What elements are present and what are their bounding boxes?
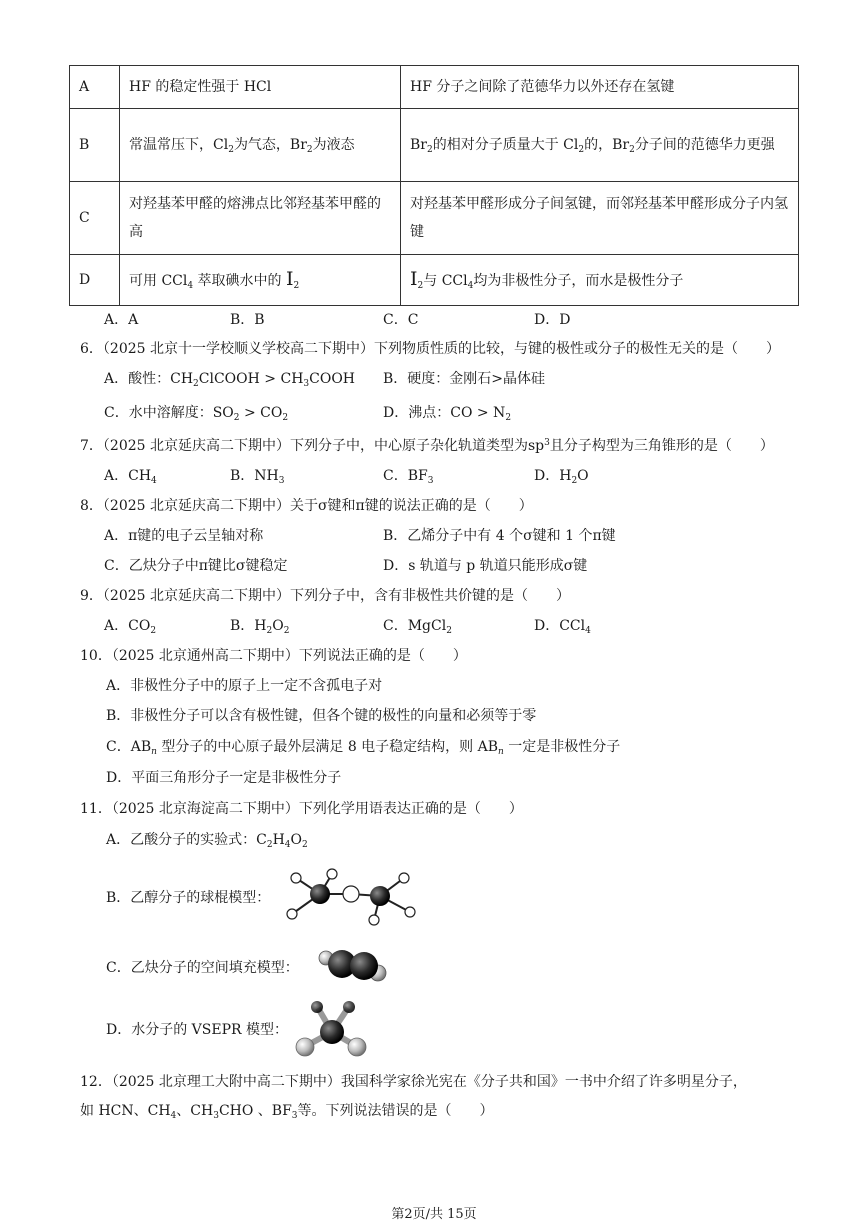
option-a [106,830,308,850]
option-b [230,616,289,636]
subscript: 2 [150,626,157,636]
fact-text: 为液态 [312,137,355,153]
option-text: C．水中溶解度： [104,405,213,421]
fact-cell: 对羟基苯甲醛的熔沸点比邻羟基苯甲醛的高 [120,182,401,255]
table-row [70,109,799,182]
subscript: 2 [505,413,512,423]
stem-text: 7．（2025 北京延庆高二下期中）下列分子中，中心原子杂化轨道类型为sp [80,438,545,454]
option-a [104,369,355,389]
option-c [383,466,433,486]
subscript: 4 [187,281,194,291]
subscript: n [151,747,157,757]
subscript: 2 [578,145,585,155]
formula: C [256,832,267,848]
option-d [534,616,591,636]
question-stem: 10．（2025 北京通州高二下期中）下列说法正确的是（ ） [80,648,467,664]
row-label: A [70,66,120,109]
vsepr-water-model-icon [292,996,372,1060]
option-text: O [577,468,589,484]
subscript: 3 [291,1111,298,1121]
row-label: B [70,109,120,182]
subscript: 2 [293,281,300,291]
subscript: 2 [306,145,313,155]
subscript: 3 [427,476,434,486]
option-text: C．BF [383,468,428,484]
option-c: C．C [383,312,419,328]
option-a [104,466,157,486]
subscript: 4 [284,840,291,850]
formula: O [290,832,303,848]
option-text: D．沸点： [383,405,451,421]
formula: ClCOOH > CH [198,371,304,387]
option-text: 型分子的中心原子最外层满足 8 电子稳定结构，则 AB [156,739,499,755]
subscript: 2 [233,413,240,423]
option-a: A．π键的电子云呈轴对称 [104,528,264,544]
fact-text: 为气态，Br [233,137,307,153]
subscript: 4 [467,281,474,291]
formula: CH [170,371,194,387]
fact-cell [120,255,401,306]
question-stem: 12．（2025 北京理工大附中高二下期中）我国科学家徐光宪在《分子共和国》一书中介绍了许多明星分子， [80,1074,747,1090]
stem-text: CHO 、BF [218,1103,292,1119]
table-row [70,66,799,109]
table-row [70,255,799,306]
formula: SO [212,405,234,421]
subscript: 2 [629,145,635,155]
stem-text: 等。下列说法错误的是（ ） [297,1103,494,1119]
subscript: 2 [283,626,290,636]
question-stem: 6．（2025 北京十一学校顺义学校高二下期中）下列物质性质的比较，与键的极性或分子的极性无关的是（ ） [80,341,780,357]
option-text: B．H [230,618,267,634]
option-d: D．水分子的 VSEPR 模型： [106,1022,289,1038]
subscript: 2 [417,281,424,291]
option-c: C．乙炔分子的空间填充模型： [106,960,299,976]
option-text: C．MgCl [383,618,447,634]
fact-cell [120,109,401,182]
subscript: 3 [213,1111,219,1121]
option-a [104,616,156,636]
reason-text: 与 CCl [423,273,468,289]
stem-text: 且分子构型为三角锥形的是（ ） [549,438,774,454]
option-b [230,466,284,486]
reason-text: Br [410,137,427,153]
table-row [70,182,799,255]
reason-cell: 对羟基苯甲醛形成分子间氢键，而邻羟基苯甲醛形成分子内氢键 [401,182,799,255]
superscript: 3 [544,438,550,448]
option-text: D．CCl [534,618,586,634]
subscript: 2 [193,379,199,389]
fact-text: 可用 CCl [129,273,188,289]
reason-text: 的相对分子质量大于 Cl [432,137,579,153]
subscript: 2 [228,145,234,155]
stem-text: 、CH [176,1103,214,1119]
reason-cell: HF 分子之间除了范德华力以外还存在氢键 [401,66,799,109]
page-footer: 第2页/共 15页 [391,1207,477,1222]
option-a: A．非极性分子中的原子上一定不含孤电子对 [106,678,383,694]
question-stem: 9．（2025 北京延庆高二下期中）下列分子中，含有非极性共价键的是（ ） [80,588,570,604]
option-text: O [272,618,284,634]
subscript: 2 [302,840,308,850]
option-b: B．硬度：金刚石>晶体硅 [383,371,546,387]
option-c [104,403,288,423]
subscript: 4 [170,1111,177,1121]
question-stem: 8．（2025 北京延庆高二下期中）关于σ键和π键的说法正确的是（ ） [80,498,533,514]
option-text: A．酸性： [104,371,171,387]
reason-cell [401,255,799,306]
option-b: B．非极性分子可以含有极性键，但各个键的极性的向量和必须等于零 [106,708,537,724]
option-text: D．H [534,468,572,484]
subscript: 2 [426,145,433,155]
subscript: 2 [266,626,273,636]
subscript: 4 [585,626,591,636]
fact-cell: HF 的稳定性强于 HCl [120,66,401,109]
iodine-symbol: I [410,268,418,290]
option-d: D．平面三角形分子一定是非极性分子 [106,770,342,786]
formula: > CO [239,405,283,421]
option-d: D．s 轨道与 p 轨道只能形成σ键 [383,558,588,574]
option-b: B．乙醇分子的球棍模型： [106,890,271,906]
option-text: A．CO [104,618,151,634]
subscript: 2 [282,413,289,423]
option-d [383,403,511,423]
option-text: A．CH [104,468,152,484]
subscript: 2 [266,840,273,850]
option-c [383,616,452,636]
question-stem-continued [80,1101,494,1121]
option-text: 一定是非极性分子 [503,739,621,755]
subscript: 4 [151,476,157,486]
option-c: C．乙炔分子中π键比σ键稳定 [104,558,288,574]
subscript: 3 [278,476,285,486]
option-text: B．NH [230,468,279,484]
subscript: 3 [303,379,310,389]
subscript: n [498,747,504,757]
formula: CO > N [450,405,506,421]
ball-stick-ethanol-model-icon [282,866,422,926]
question-stem [80,436,774,456]
stem-text: 如 HCN、CH [80,1103,171,1119]
reason-cell [401,109,799,182]
option-text: C．AB [106,739,152,755]
comparison-table [69,65,799,306]
option-d [534,466,589,486]
formula: COOH [309,371,356,387]
row-label: C [70,182,120,255]
formula: H [272,832,285,848]
reason-text: 均为非极性分子，而水是极性分子 [473,273,684,289]
reason-text: 分子间的范德华力更强 [634,137,775,153]
subscript: 2 [571,476,578,486]
fact-text: 萃取碘水中的 [193,273,286,289]
fact-text: 常温常压下，Cl [129,137,229,153]
option-c [106,737,620,757]
subscript: 2 [446,626,452,636]
space-filling-acetylene-model-icon [312,941,392,989]
option-text: A．乙酸分子的实验式： [106,832,257,848]
row-label: D [70,255,120,306]
option-b: B．乙烯分子中有 4 个σ键和 1 个π键 [383,528,616,544]
reason-text: 的，Br [584,137,630,153]
question-stem: 11．（2025 北京海淀高二下期中）下列化学用语表达正确的是（ ） [80,801,523,817]
option-d: D．D [534,312,571,328]
option-b: B．B [230,312,265,328]
iodine-symbol: I [286,268,294,290]
option-a: A．A [104,312,139,328]
